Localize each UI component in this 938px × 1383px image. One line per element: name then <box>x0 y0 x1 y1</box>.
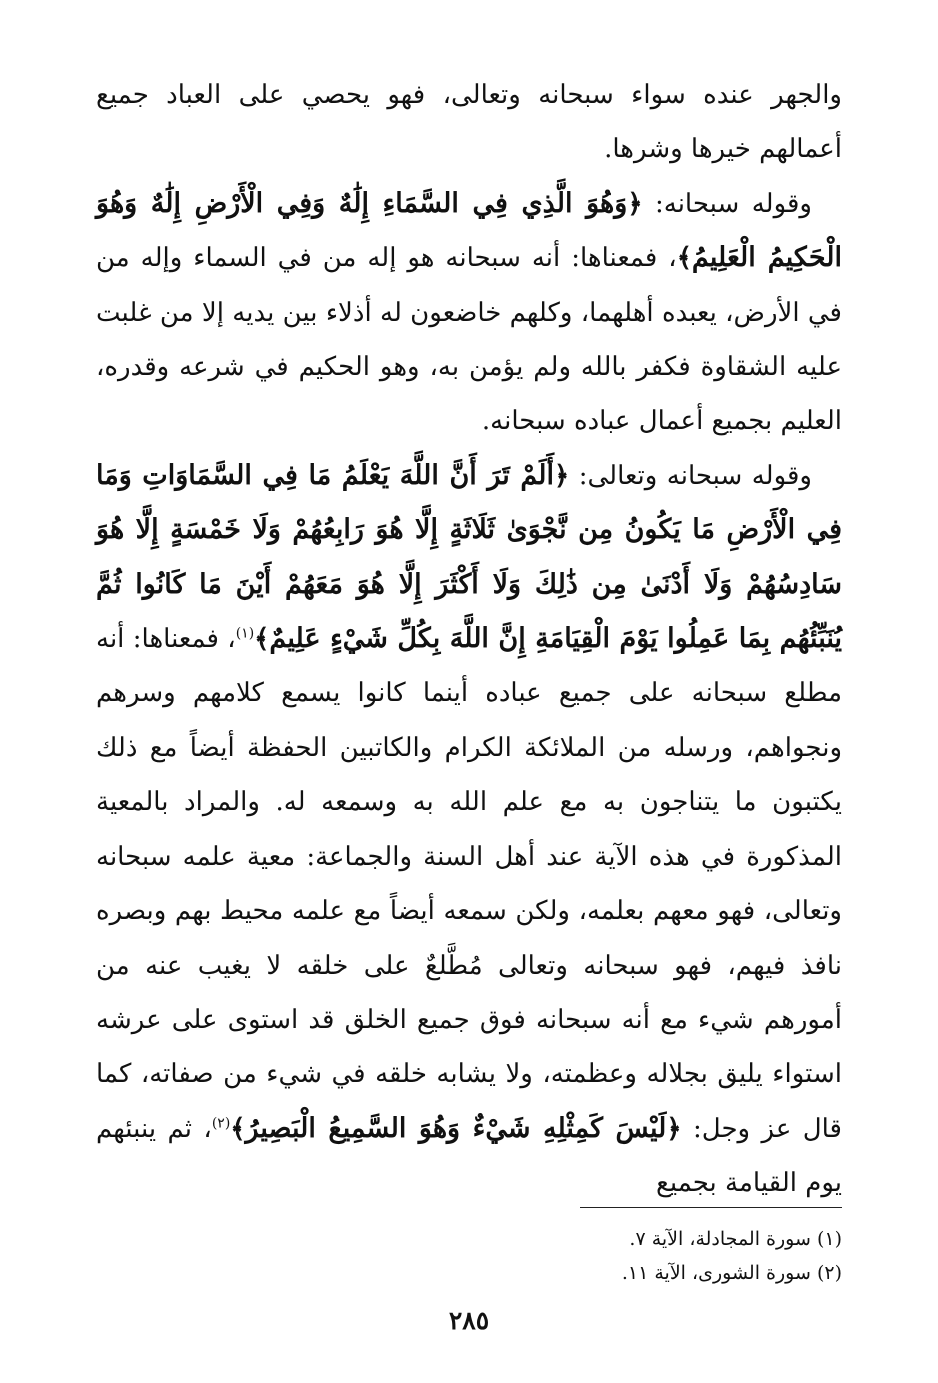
quran-bracket-close: ﴾ <box>254 624 270 655</box>
paragraph-2-intro: وقوله سبحانه: <box>655 188 812 219</box>
quran-bracket-close: ﴾ <box>230 1113 246 1144</box>
quran-verse: أَلَمْ تَرَ أَنَّ اللَّهَ يَعْلَمُ مَا فِي السَّمَاوَاتِ وَمَا فِي الْأَرْضِ مَا يَكُونُ مِن نَّجْوَىٰ ثَلَاثَةٍ إِلَّا هُوَ رَابِعُهُمْ وَلَا خَمْسَةٍ إِلَّا هُوَ سَادِسُهُمْ وَلَا أَدْنَىٰ مِن ذَٰلِكَ وَلَا أَكْثَرَ إِلَّا هُوَ مَعَهُمْ أَيْنَ مَا كَانُوا ثُمَّ يُنَبِّئُهُم بِمَا عَمِلُوا يَوْمَ الْقِيَامَةِ إِنَّ اللَّهَ بِكُلِّ شَيْءٍ عَلِيمٌ <box>96 459 843 655</box>
paragraph-1-text: والجهر عنده سواء سبحانه وتعالى، فهو يحصي على العباد جميع أعمالهم خيرها وشرها. <box>96 80 842 165</box>
footnote-reference: (٢) <box>211 1115 231 1132</box>
footnote-2: (٢) سورة الشورى، الآية ١١. <box>621 1262 842 1284</box>
page-body <box>96 68 842 1211</box>
footnotes <box>96 1222 842 1290</box>
paragraph-2 <box>96 177 842 449</box>
footnote-reference: (١) <box>235 625 255 642</box>
quran-bracket-open: ﴿ <box>627 188 643 219</box>
quran-bracket-close: ﴾ <box>676 243 692 274</box>
quran-bracket-open: ﴿ <box>666 1113 682 1144</box>
quran-verse: لَيْسَ كَمِثْلِهِ شَيْءٌ وَهُوَ السَّمِيعُ الْبَصِيرُ <box>245 1112 667 1144</box>
quran-bracket-open: ﴿ <box>554 460 570 491</box>
footnote-separator <box>580 1207 842 1208</box>
paragraph-1 <box>96 68 842 177</box>
quran-verse: وَهُوَ الَّذِي فِي السَّمَاءِ إِلَٰهٌ وَفِي الْأَرْضِ إِلَٰهٌ وَهُوَ الْحَكِيمُ الْعَلِيمُ <box>96 187 842 274</box>
paragraph-3 <box>96 449 842 1211</box>
paragraph-2-text: ، فمعناها: أنه سبحانه هو إله من في السماء وإله من في الأرض، يعبده أهلهما، وكلهم خاضعون له أذلاء بين يديه إلا من غلبت عليه الشقاوة فكفر بالله ولم يؤمن به، وهو الحكيم في شرعه وقدره، العليم بجميع أعمال عباده سبحانه. <box>96 243 842 437</box>
paragraph-3-intro: وقوله سبحانه وتعالى: <box>578 460 812 491</box>
footnote-1: (١) سورة المجادلة، الآية ٧. <box>629 1228 842 1250</box>
paragraph-3-tail: ، ثم ينبئهم يوم القيامة بجميع <box>96 1113 842 1199</box>
page-number: ٢٨٥ <box>448 1306 490 1335</box>
paragraph-3-text: ، فمعناها: أنه مطلع سبحانه على جميع عباده أينما كانوا يسمع كلامهم وسرهم ونجواهم، ورسله من الملائكة الكرام والكاتبين الحفظة أيضاً مع ذلك يكتبون ما يتناجون به مع علم الله به وسمعه له. والمراد بالمعية المذكورة في هذه الآية عند أهل السنة والجماعة: معية علمه سبحانه وتعالى، فهو معهم بعلمه، ولكن سمعه أيضاً مع علمه محيط بهم وبصره نافذ فيهم، فهو سبحانه وتعالى مُطَّلعٌ على خلقه لا يغيب عنه من أمورهم شيء مع أنه سبحانه فوق جميع الخلق قد استوى على عرشه استواء يليق بجلاله وعظمته، ولا يشابه خلقه في شيء من صفاته، كما قال عز وجل: <box>96 624 842 1144</box>
